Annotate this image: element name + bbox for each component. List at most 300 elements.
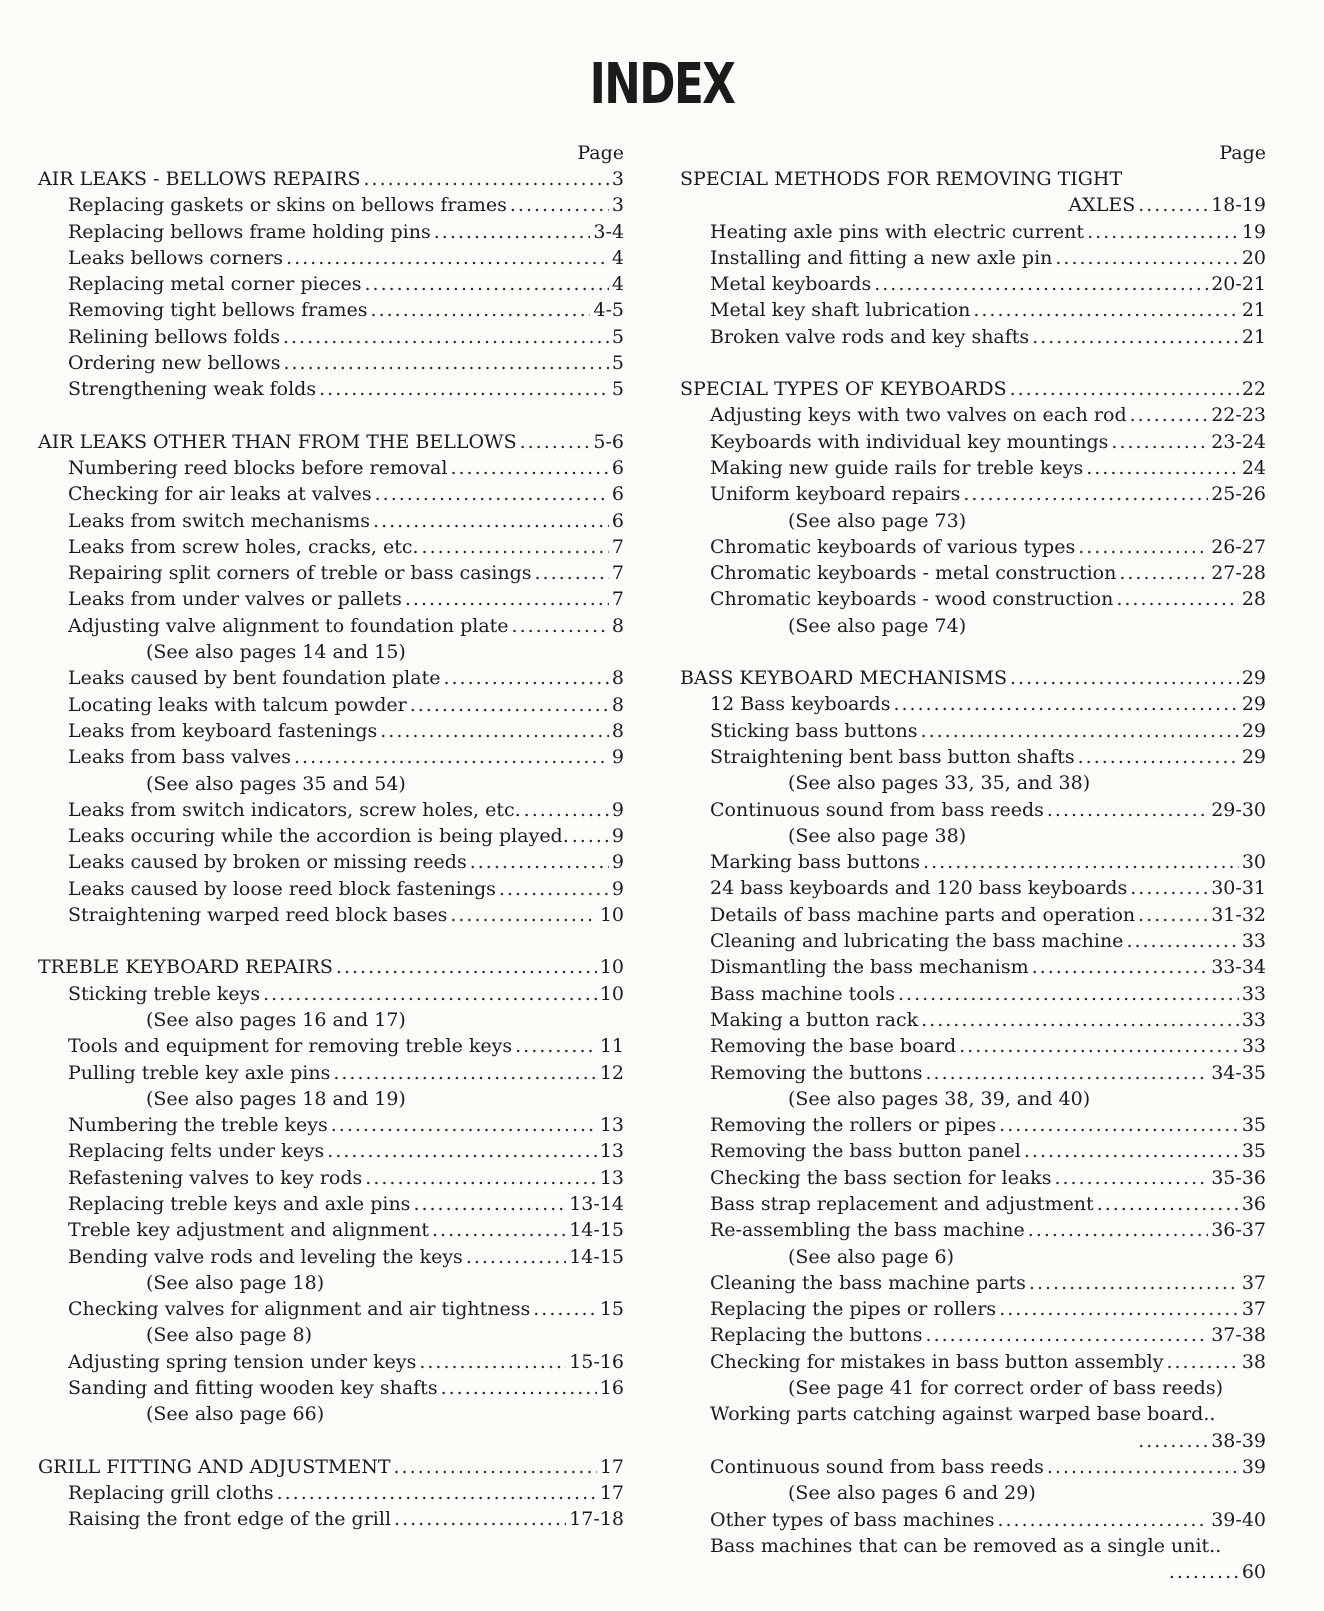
entry-label: Removing the buttons — [710, 1061, 923, 1084]
entry-label: (See also pages 14 and 15) — [146, 641, 406, 664]
index-entry — [680, 560, 1266, 586]
dot-leader — [283, 350, 608, 376]
page-number: 21 — [1241, 299, 1266, 322]
entry-label: Bass machine tools — [710, 982, 895, 1005]
entry-label: Metal key shaft lubrication — [710, 299, 971, 322]
entry-label: Bending valve rods and leveling the keys — [68, 1245, 463, 1268]
dot-leader — [405, 586, 609, 612]
index-entry — [680, 1270, 1266, 1296]
dot-leader — [926, 1322, 1209, 1348]
index-see-also — [680, 613, 1266, 639]
entry-label: Leaks caused by loose reed block fastenings — [68, 877, 496, 900]
entry-label: SPECIAL METHODS FOR REMOVING TIGHT — [680, 168, 1123, 190]
dot-leader — [1126, 928, 1238, 954]
entry-label: Sticking treble keys — [68, 982, 261, 1005]
dot-leader — [999, 1112, 1239, 1138]
dot-leader — [331, 1112, 597, 1138]
index-entry — [38, 192, 624, 218]
page-number: 22-23 — [1211, 404, 1266, 427]
page-number: 33-34 — [1211, 956, 1266, 979]
entry-label: Bass strap replacement and adjustment — [710, 1192, 1094, 1215]
index-entry — [680, 455, 1266, 481]
entry-label: AIR LEAKS OTHER THAN FROM THE BELLOWS — [38, 430, 517, 453]
dot-leader — [874, 271, 1208, 297]
index-continuation — [680, 1428, 1266, 1454]
dot-leader — [1119, 560, 1208, 586]
page-number: 26-27 — [1211, 535, 1266, 558]
page-number: 10 — [599, 904, 624, 927]
index-column-left — [38, 140, 624, 1559]
index-see-also — [38, 639, 624, 665]
entry-label: TREBLE KEYBOARD REPAIRS — [38, 956, 333, 979]
index-entry — [680, 429, 1266, 455]
index-entry — [680, 744, 1266, 770]
page-number: 4 — [611, 246, 624, 269]
entry-label: Refastening valves to key rods — [68, 1166, 363, 1189]
page-number: 13-14 — [569, 1192, 624, 1215]
page-number: 16 — [599, 1377, 624, 1400]
index-continuation — [680, 1559, 1266, 1585]
dot-leader — [371, 297, 591, 323]
index-see-also — [38, 1401, 624, 1427]
page-number: 33 — [1241, 1008, 1266, 1031]
entry-label: Adjusting spring tension under keys — [68, 1350, 417, 1373]
dot-leader — [1097, 1191, 1239, 1217]
index-heading — [680, 376, 1266, 402]
page-number: 35 — [1241, 1140, 1266, 1163]
entry-label: Straightening bent bass button shafts — [710, 745, 1075, 768]
index-see-also — [680, 1086, 1266, 1112]
entry-label: Continuous sound from bass reeds — [710, 798, 1044, 821]
dot-leader — [926, 1060, 1209, 1086]
index-entry — [680, 1296, 1266, 1322]
index-entry — [38, 560, 624, 586]
index-entry — [38, 534, 624, 560]
page-number: 13 — [599, 1166, 624, 1189]
page-number: 7 — [611, 535, 624, 558]
index-heading — [38, 166, 624, 192]
index-entry — [38, 586, 624, 612]
index-entry — [38, 849, 624, 875]
entry-label: Checking the bass section for leaks — [710, 1166, 1052, 1189]
index-entry — [38, 1060, 624, 1086]
entry-label: Installing and fitting a new axle pin — [710, 246, 1053, 269]
entry-label: SPECIAL TYPES OF KEYBOARDS — [680, 378, 1007, 401]
index-entry — [680, 928, 1266, 954]
dot-leader — [333, 1060, 596, 1086]
dot-leader — [410, 692, 609, 718]
page-number: 14-15 — [569, 1219, 624, 1242]
page-number: 38 — [1241, 1350, 1266, 1373]
dot-leader — [1138, 1428, 1208, 1454]
dot-leader — [515, 1033, 597, 1059]
entry-label: (See also page 6) — [788, 1245, 955, 1268]
page-number: 4-5 — [593, 299, 624, 322]
entry-label: Dismantling the bass mechanism — [710, 956, 1029, 979]
entry-label: Marking bass buttons — [710, 851, 921, 874]
dot-leader — [1087, 219, 1239, 245]
dot-leader — [1130, 875, 1208, 901]
entry-label: Heating axle pins with electric current — [710, 220, 1085, 243]
page-number: 9 — [611, 825, 624, 848]
dot-leader — [1054, 1165, 1208, 1191]
page-number: 24 — [1241, 456, 1266, 479]
index-entry — [38, 1033, 624, 1059]
dot-leader — [1010, 376, 1239, 402]
dot-leader — [524, 797, 609, 823]
entry-label: Replacing the buttons — [710, 1324, 923, 1347]
page-number: 8 — [611, 614, 624, 637]
index-entry — [38, 1349, 624, 1375]
dot-leader — [1169, 1559, 1239, 1585]
index-entry — [38, 981, 624, 1007]
entry-label: Leaks caused by broken or missing reeds — [68, 851, 467, 874]
index-entry — [38, 271, 624, 297]
index-entry — [38, 455, 624, 481]
dot-leader — [999, 1296, 1239, 1322]
index-entry — [38, 1244, 624, 1270]
dot-leader — [1047, 1454, 1239, 1480]
page-number: 35 — [1241, 1114, 1266, 1137]
entry-label: Checking valves for alignment and air tightness — [68, 1298, 531, 1321]
index-section — [38, 429, 624, 929]
page-number: 15 — [599, 1298, 624, 1321]
page-number: 3-4 — [593, 220, 624, 243]
page-number: 9 — [611, 798, 624, 821]
dot-leader — [1047, 797, 1208, 823]
page-number: 12 — [599, 1061, 624, 1084]
dot-leader — [923, 849, 1239, 875]
page-number: 17-18 — [569, 1508, 624, 1531]
dot-leader — [1166, 1349, 1238, 1375]
index-section — [680, 665, 1266, 1585]
page-number: 7 — [611, 562, 624, 585]
index-entry — [680, 981, 1266, 1007]
dot-leader — [294, 744, 609, 770]
index-see-also — [38, 1270, 624, 1296]
dot-leader — [1138, 902, 1208, 928]
index-entry — [38, 219, 624, 245]
entry-label: (See also page 66) — [146, 1403, 325, 1426]
page-number: 9 — [611, 851, 624, 874]
entry-label: Leaks caused by bent foundation plate — [68, 667, 441, 690]
dot-leader — [510, 192, 609, 218]
entry-label: Uniform keyboard repairs — [710, 483, 961, 506]
dot-leader — [380, 718, 609, 744]
index-entry — [680, 1349, 1266, 1375]
page-number: 35-36 — [1211, 1166, 1266, 1189]
entry-label: BASS KEYBOARD MECHANISMS — [680, 667, 1007, 690]
entry-label: Leaks from under valves or pallets — [68, 588, 402, 611]
page-column-header: Page — [1219, 142, 1266, 164]
dot-leader — [1086, 455, 1239, 481]
dot-leader — [394, 1506, 566, 1532]
page-number: 18-19 — [1211, 194, 1266, 217]
entry-label: Sticking bass buttons — [710, 719, 918, 742]
dot-leader — [1029, 1270, 1239, 1296]
entry-label: Replacing metal corner pieces — [68, 273, 362, 296]
entry-label: Working parts catching against warped base board.. — [710, 1403, 1216, 1426]
index-entry — [38, 376, 624, 402]
page-number: 13 — [599, 1140, 624, 1163]
index-entry — [38, 744, 624, 770]
index-entry — [680, 1007, 1266, 1033]
dot-leader — [283, 324, 609, 350]
dot-leader — [277, 1480, 597, 1506]
entry-label: (See also page 8) — [146, 1324, 313, 1347]
entry-label: Sanding and fitting wooden key shafts — [68, 1377, 438, 1400]
page-number: 33 — [1241, 930, 1266, 953]
dot-leader — [419, 1349, 566, 1375]
page-number: 17 — [599, 1481, 624, 1504]
page-number: 33 — [1241, 982, 1266, 1005]
entry-label: AXLES — [1068, 194, 1136, 217]
entry-label: Tools and equipment for removing treble keys — [68, 1035, 513, 1058]
index-entry — [680, 718, 1266, 744]
entry-label: (See page 41 for correct order of bass reeds) — [788, 1377, 1223, 1400]
entry-label: Treble key adjustment and alignment — [68, 1219, 430, 1242]
index-entry — [38, 902, 624, 928]
index-entry — [680, 402, 1266, 428]
index-entry — [680, 481, 1266, 507]
entry-label: Details of bass machine parts and operation — [710, 903, 1136, 926]
entry-label: Other types of bass machines — [710, 1508, 995, 1531]
page-number: 13 — [599, 1114, 624, 1137]
page-number: 22 — [1241, 378, 1266, 401]
entry-label: Leaks bellows corners — [68, 246, 284, 269]
dot-leader — [443, 665, 608, 691]
entry-label: Removing the bass button panel — [710, 1140, 1021, 1163]
dot-leader — [1028, 1217, 1208, 1243]
dot-leader — [413, 1191, 566, 1217]
index-entry — [38, 1217, 624, 1243]
index-entry — [38, 1375, 624, 1401]
dot-leader — [963, 481, 1208, 507]
entry-label: Leaks from bass valves — [68, 746, 291, 769]
index-entry — [680, 954, 1266, 980]
index-entry — [680, 1165, 1266, 1191]
page-number: 5 — [611, 352, 624, 375]
page-title: INDEX — [589, 52, 735, 117]
index-entry — [680, 1401, 1266, 1427]
dot-leader — [1078, 744, 1239, 770]
dot-leader — [499, 876, 609, 902]
index-entry — [680, 586, 1266, 612]
index-entry — [680, 1507, 1266, 1533]
page-number: 9 — [611, 746, 624, 769]
entry-label: Keyboards with individual key mountings — [710, 430, 1109, 453]
entry-label: Numbering the treble keys — [68, 1114, 328, 1137]
page-number: 36 — [1241, 1192, 1266, 1215]
index-heading — [680, 665, 1266, 691]
index-see-also — [38, 1007, 624, 1033]
entry-label: Removing the base board — [710, 1035, 957, 1058]
index-entry — [38, 1165, 624, 1191]
entry-label: Leaks from switch indicators, screw holes, etc. — [68, 798, 521, 821]
entry-label: Making a button rack — [710, 1008, 919, 1031]
entry-label: Broken valve rods and key shafts — [710, 325, 1030, 348]
dot-leader — [336, 954, 597, 980]
dot-leader — [893, 691, 1238, 717]
page-number: 15-16 — [569, 1350, 624, 1373]
page-number: 30-31 — [1211, 877, 1266, 900]
index-entry — [38, 1480, 624, 1506]
entry-label: (See also pages 6 and 29) — [788, 1482, 1036, 1505]
index-entry — [680, 1138, 1266, 1164]
dot-leader — [533, 1296, 597, 1322]
index-section — [38, 954, 624, 1427]
page-number: 5 — [611, 378, 624, 401]
page-number: 5 — [611, 325, 624, 348]
index-heading — [38, 429, 624, 455]
entry-label: (See also pages 18 and 19) — [146, 1087, 406, 1110]
index-entry — [38, 1506, 624, 1532]
index-entry — [680, 875, 1266, 901]
entry-label: Adjusting valve alignment to foundation plate — [68, 614, 509, 637]
index-column-right — [680, 140, 1266, 1611]
dot-leader — [375, 481, 609, 507]
page-number: 29-30 — [1211, 798, 1266, 821]
dot-leader — [263, 981, 597, 1007]
index-entry — [680, 691, 1266, 717]
page-number: 8 — [611, 667, 624, 690]
index-heading — [38, 954, 624, 980]
page-number: 27-28 — [1211, 562, 1266, 585]
dot-leader — [450, 455, 608, 481]
page-number: 19 — [1241, 220, 1266, 243]
index-section — [38, 1454, 624, 1533]
page-number: 29 — [1241, 719, 1266, 742]
page-number: 6 — [611, 509, 624, 532]
entry-label: Leaks from switch mechanisms — [68, 509, 371, 532]
index-see-also — [680, 770, 1266, 796]
index-entry — [680, 797, 1266, 823]
entry-label: (See also page 18) — [146, 1271, 325, 1294]
entry-label: (See also page 38) — [788, 824, 967, 847]
page-number: 29 — [1241, 693, 1266, 716]
dot-leader — [432, 1217, 566, 1243]
entry-label: Continuous sound from bass reeds — [710, 1455, 1044, 1478]
page-number: 39 — [1241, 1455, 1266, 1478]
page-number: 29 — [1241, 745, 1266, 768]
index-entry — [680, 1112, 1266, 1138]
entry-label: Chromatic keyboards - metal construction — [710, 562, 1117, 585]
page-number: 38-39 — [1211, 1429, 1266, 1452]
index-section — [38, 166, 624, 403]
index-entry — [38, 350, 624, 376]
entry-label: Locating leaks with talcum powder — [68, 693, 407, 716]
dot-leader — [286, 245, 609, 271]
index-entry — [680, 902, 1266, 928]
index-see-also — [38, 1322, 624, 1348]
index-see-also — [680, 1244, 1266, 1270]
dot-leader — [898, 981, 1239, 1007]
index-entry — [38, 665, 624, 691]
entry-label: Replacing grill cloths — [68, 1481, 274, 1504]
entry-label: (See also page 74) — [788, 614, 967, 637]
page-number: 17 — [599, 1455, 624, 1478]
page-number: 5-6 — [593, 430, 624, 453]
entry-label: Metal keyboards — [710, 273, 872, 296]
entry-label: (See also pages 35 and 54) — [146, 772, 406, 795]
page-number: 25-26 — [1211, 483, 1266, 506]
entry-label: Replacing treble keys and axle pins — [68, 1192, 411, 1215]
index-see-also — [680, 823, 1266, 849]
index-entry — [680, 271, 1266, 297]
entry-label: Pulling treble key axle pins — [68, 1061, 331, 1084]
index-heading — [680, 166, 1266, 192]
page-number: 3 — [611, 168, 624, 190]
dot-leader — [959, 1033, 1239, 1059]
entry-label: Ordering new bellows — [68, 352, 281, 375]
index-entry — [680, 324, 1266, 350]
dot-leader — [997, 1507, 1208, 1533]
dot-leader — [441, 1375, 597, 1401]
entry-label: Bass machines that can be removed as a single unit.. — [710, 1534, 1222, 1557]
dot-leader — [1111, 429, 1208, 455]
entry-label: Straightening warped reed block bases — [68, 904, 448, 927]
index-heading — [38, 1454, 624, 1480]
entry-label: Chromatic keyboards - wood construction — [710, 588, 1114, 611]
dot-leader — [921, 1007, 1239, 1033]
page-number: 6 — [611, 456, 624, 479]
entry-label: Replacing felts under keys — [68, 1140, 325, 1163]
index-see-also — [680, 508, 1266, 534]
index-entry — [38, 297, 624, 323]
dot-leader — [1055, 245, 1238, 271]
dot-leader — [363, 166, 608, 192]
index-entry — [680, 1191, 1266, 1217]
dot-leader — [470, 849, 609, 875]
dot-leader — [1032, 324, 1239, 350]
page-number: 20-21 — [1211, 273, 1266, 296]
index-section — [680, 166, 1266, 350]
entry-label: Re-assembling the bass machine — [710, 1219, 1025, 1242]
entry-label: Numbering reed blocks before removal — [68, 456, 448, 479]
index-entry — [38, 245, 624, 271]
dot-leader — [466, 1244, 566, 1270]
entry-label: 12 Bass keyboards — [710, 693, 891, 716]
index-entry — [38, 508, 624, 534]
page-number: 21 — [1241, 325, 1266, 348]
page-number: 6 — [611, 483, 624, 506]
index-entry — [38, 718, 624, 744]
entry-label: Cleaning and lubricating the bass machine — [710, 930, 1124, 953]
dot-leader — [535, 560, 609, 586]
entry-label: Replacing gaskets or skins on bellows frames — [68, 194, 507, 217]
page-number: 37 — [1241, 1298, 1266, 1321]
index-entry — [680, 219, 1266, 245]
index-section — [680, 376, 1266, 639]
entry-label: Leaks from keyboard fastenings — [68, 719, 378, 742]
index-entry — [38, 823, 624, 849]
index-entry — [38, 876, 624, 902]
entry-label: Leaks from screw holes, cracks, etc. — [68, 535, 419, 558]
index-entry — [680, 534, 1266, 560]
entry-label: Leaks occuring while the accordion is being played. — [68, 825, 569, 848]
page-number: 36-37 — [1211, 1219, 1266, 1242]
index-entry — [680, 297, 1266, 323]
page-number: 10 — [599, 956, 624, 979]
page-number: 23-24 — [1211, 430, 1266, 453]
entry-label: Removing the rollers or pipes — [710, 1114, 997, 1137]
page-number: 14-15 — [569, 1245, 624, 1268]
entry-label: 24 bass keyboards and 120 bass keyboards — [710, 877, 1128, 900]
index-entry — [38, 692, 624, 718]
entry-label: (See also page 73) — [788, 509, 967, 532]
page-number: 37-38 — [1211, 1324, 1266, 1347]
entry-label: Relining bellows folds — [68, 325, 280, 348]
